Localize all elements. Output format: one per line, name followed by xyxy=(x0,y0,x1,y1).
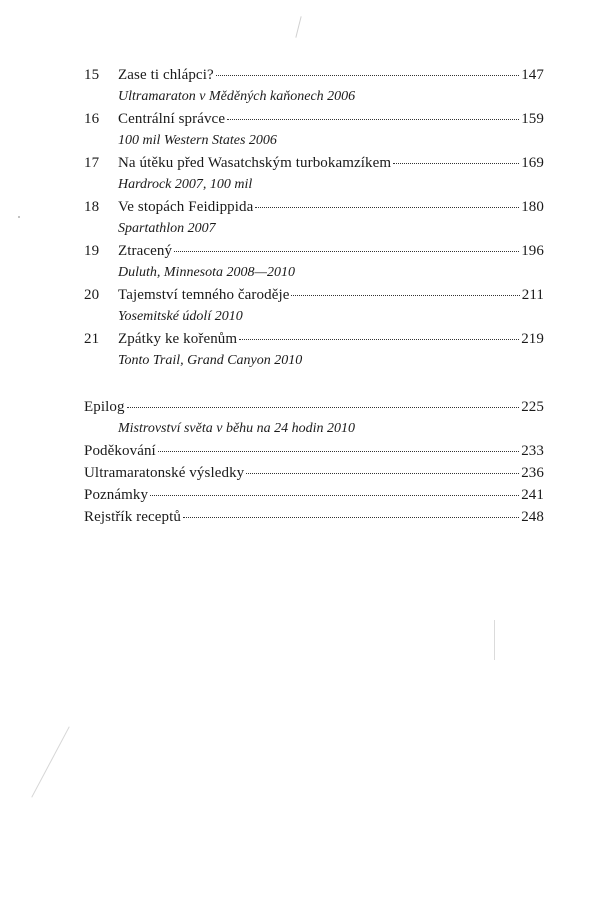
page-number: 196 xyxy=(521,243,544,259)
dot-leader xyxy=(255,206,519,208)
table-of-contents xyxy=(84,64,544,528)
chapter-subtitle: 100 mil Western States 2006 xyxy=(118,133,277,148)
page-number: 248 xyxy=(521,509,544,525)
entry-subtitle: Mistrovství světa v běhu na 24 hodin 2010 xyxy=(118,421,356,436)
entry-title: Epilog xyxy=(84,399,125,415)
scan-mark xyxy=(31,726,69,797)
entry-title: Ultramaratonské výsledky xyxy=(84,465,245,481)
chapter-number: 19 xyxy=(84,243,100,259)
toc-entry[interactable] xyxy=(84,152,544,174)
chapter-title: Ve stopách Feidippida xyxy=(118,199,254,215)
toc-entry[interactable] xyxy=(84,328,544,350)
dot-leader xyxy=(227,118,519,120)
toc-entry[interactable] xyxy=(84,506,544,528)
dot-leader xyxy=(127,406,520,408)
page-number: 219 xyxy=(521,331,544,347)
dot-leader xyxy=(216,74,519,76)
entry-title: Rejstřík receptů xyxy=(84,509,181,525)
page-number: 236 xyxy=(521,465,544,481)
entry-title: Poznámky xyxy=(84,487,149,503)
dot-leader xyxy=(183,516,519,518)
section-gap xyxy=(84,372,544,396)
toc-entry[interactable] xyxy=(84,108,544,130)
chapter-title: Zase ti chlápci? xyxy=(118,67,214,83)
chapter-number: 15 xyxy=(84,67,100,83)
toc-entry[interactable] xyxy=(84,396,544,418)
dot-leader xyxy=(150,494,519,496)
toc-entry[interactable] xyxy=(84,440,544,462)
page-number: 169 xyxy=(521,155,544,171)
chapter-subtitle: Duluth, Minnesota 2008—2010 xyxy=(118,265,295,280)
chapter-subtitle: Ultramaraton v Měděných kaňonech 2006 xyxy=(118,89,356,104)
entry-title: Poděkování xyxy=(84,443,156,459)
dot-leader xyxy=(239,338,519,340)
chapter-number: 17 xyxy=(84,155,100,171)
toc-entry[interactable] xyxy=(84,64,544,86)
chapter-number: 21 xyxy=(84,331,100,347)
chapter-number: 20 xyxy=(84,287,100,303)
chapter-title: Na útěku před Wasatchským turbokamzíkem xyxy=(118,155,392,171)
chapter-title: Zpátky ke kořenům xyxy=(118,331,238,347)
chapter-subtitle: Spartathlon 2007 xyxy=(118,221,216,236)
chapter-title: Tajemství temného čaroděje xyxy=(118,287,290,303)
page-number: 233 xyxy=(521,443,544,459)
dot-leader xyxy=(291,294,519,296)
chapter-title: Centrální správce xyxy=(118,111,226,127)
page-number: 147 xyxy=(521,67,544,83)
page-number: 180 xyxy=(521,199,544,215)
chapter-subtitle: Yosemitské údolí 2010 xyxy=(118,309,243,324)
toc-entry[interactable] xyxy=(84,240,544,262)
dot-leader xyxy=(174,250,519,252)
page-number: 211 xyxy=(521,287,544,303)
chapter-number: 18 xyxy=(84,199,100,215)
chapter-subtitle: Hardrock 2007, 100 mil xyxy=(118,177,253,192)
page-number: 225 xyxy=(521,399,544,415)
scan-mark xyxy=(18,216,20,218)
scan-mark xyxy=(494,620,495,660)
dot-leader xyxy=(393,162,519,164)
toc-entry[interactable] xyxy=(84,284,544,306)
toc-entry[interactable] xyxy=(84,484,544,506)
toc-entry[interactable] xyxy=(84,462,544,484)
chapter-number: 16 xyxy=(84,111,100,127)
dot-leader xyxy=(246,472,519,474)
scan-mark xyxy=(295,16,301,38)
toc-entry[interactable] xyxy=(84,196,544,218)
chapter-title: Ztracený xyxy=(118,243,173,259)
page-number: 159 xyxy=(521,111,544,127)
chapter-subtitle: Tonto Trail, Grand Canyon 2010 xyxy=(118,353,303,368)
page-number: 241 xyxy=(521,487,544,503)
dot-leader xyxy=(158,450,519,452)
